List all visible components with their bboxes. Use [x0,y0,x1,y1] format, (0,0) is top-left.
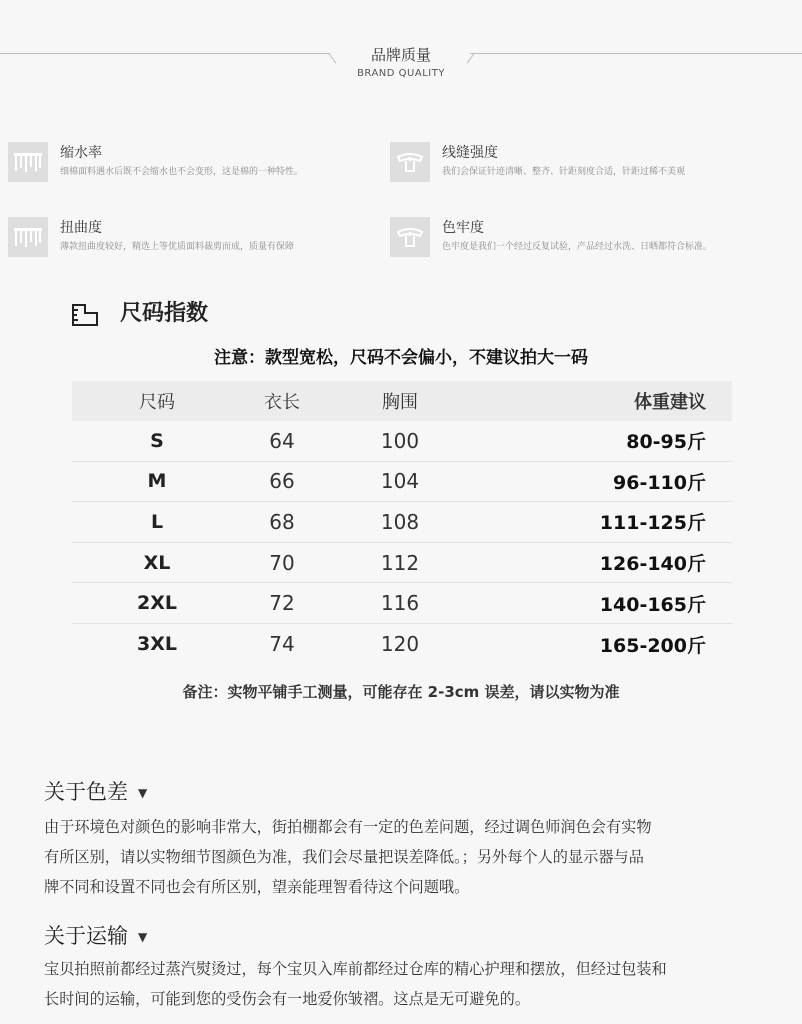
table-row [72,421,732,462]
table-row [72,583,732,624]
caret-down-icon: ▼ [138,930,148,944]
header-weight: 体重建议 [634,392,706,413]
table-header-row [72,381,732,421]
section-title: 关于运输 [44,924,128,948]
section-heading[interactable] [44,920,796,950]
measurement-remark: 备注：实物平铺手工测量，可能存在 2-3cm 误差，请以实物为准 [182,683,620,701]
cell-size: XL [143,551,171,574]
cell-weight: 111-125斤 [599,512,706,535]
cell-chest: 116 [380,591,420,616]
body-line: 长时间的运输，可能到您的受伤会有一地爱你皱褶。这点是无可避免的。 [44,990,530,1008]
shirt-icon [390,142,430,182]
cell-chest: 112 [380,550,420,575]
caret-down-icon: ▼ [138,786,148,800]
cell-chest: 108 [380,509,420,534]
body-line: 宝贝拍照前都经过蒸汽熨烫过，每个宝贝入库前都经过仓库的精心护理和摆放，但经过包装和 [44,960,667,978]
brand-quality-subtitle: BRAND QUALITY [357,68,445,79]
comb-icon [8,217,48,257]
body-line: 有所区别，请以实物细节图颜色为准，我们会尽量把误差降低。；另外每个人的显示器与品 [44,848,644,866]
cell-chest: 120 [380,632,420,657]
cell-length: 66 [269,469,295,494]
table-row [72,624,732,665]
cell-chest: 100 [380,428,420,453]
size-notice: 注意：款型宽松，尺码不会偏小，不建议拍大一码 [214,348,588,368]
cell-size: 3XL [137,633,177,656]
cell-length: 70 [269,550,295,575]
cell-weight: 126-140斤 [599,553,706,576]
shirt-icon [390,217,430,257]
cell-weight: 96-110斤 [613,471,706,494]
cell-size: 2XL [137,592,177,615]
cell-length: 68 [269,509,295,534]
feature-title: 线缝强度 [442,145,498,161]
cell-size: M [147,470,167,493]
section-title: 关于色差 [44,780,128,804]
feature-shrinkage [8,140,388,184]
section-body [44,812,796,902]
cell-weight: 140-165斤 [599,593,706,616]
header-size: 尺码 [139,392,175,413]
cell-size: L [150,510,164,533]
comb-icon [8,142,48,182]
feature-desc: 我们会保证针迹清晰、整齐、针距刻度合适，针距过稀不美观 [442,167,686,177]
feature-desc: 色牢度是我们一个经过反复试验，产品经过水洗、日晒都符合标准。 [442,242,713,252]
feature-color-fastness [390,215,800,259]
table-row [72,502,732,543]
table-row [72,543,732,584]
body-line: 由于环境色对颜色的影响非常大，街拍棚都会有一定的色差问题，经过调色师润色会有实物 [44,818,652,836]
body-line: 牌不同和设置不同也会有所区别，望亲能理智看待这个问题哦。 [44,878,470,896]
table-row [72,462,732,503]
size-chart-title: 尺码指数 [120,301,209,326]
cell-length: 74 [269,632,295,657]
brand-quality-title: 品牌质量 [370,46,431,64]
cell-size: S [150,429,164,452]
section-body [44,954,796,1014]
feature-desc: 薄款扭曲度较好，精选上等优质面料裁剪而成，质量有保障 [60,242,295,252]
feature-title: 缩水率 [60,145,102,161]
cell-chest: 104 [380,469,420,494]
size-table [72,381,732,665]
feature-desc: 细棉面料遇水后既不会缩水也不会变形，这是棉的一种特性。 [60,167,304,177]
feature-title: 色牢度 [442,220,484,236]
ruler-icon [70,302,100,332]
feature-title: 扭曲度 [60,220,102,236]
header-length: 衣长 [264,392,300,413]
cell-length: 64 [269,428,295,453]
cell-weight: 80-95斤 [626,431,706,454]
section-shipping [44,920,796,1014]
cell-weight: 165-200斤 [599,634,706,657]
cell-length: 72 [269,591,295,616]
feature-twist [8,215,388,259]
brand-quality-header [0,36,802,96]
section-heading[interactable] [44,776,796,806]
header-chest: 胸围 [382,392,418,413]
feature-seam-strength [390,140,800,184]
section-color-difference [44,776,796,902]
